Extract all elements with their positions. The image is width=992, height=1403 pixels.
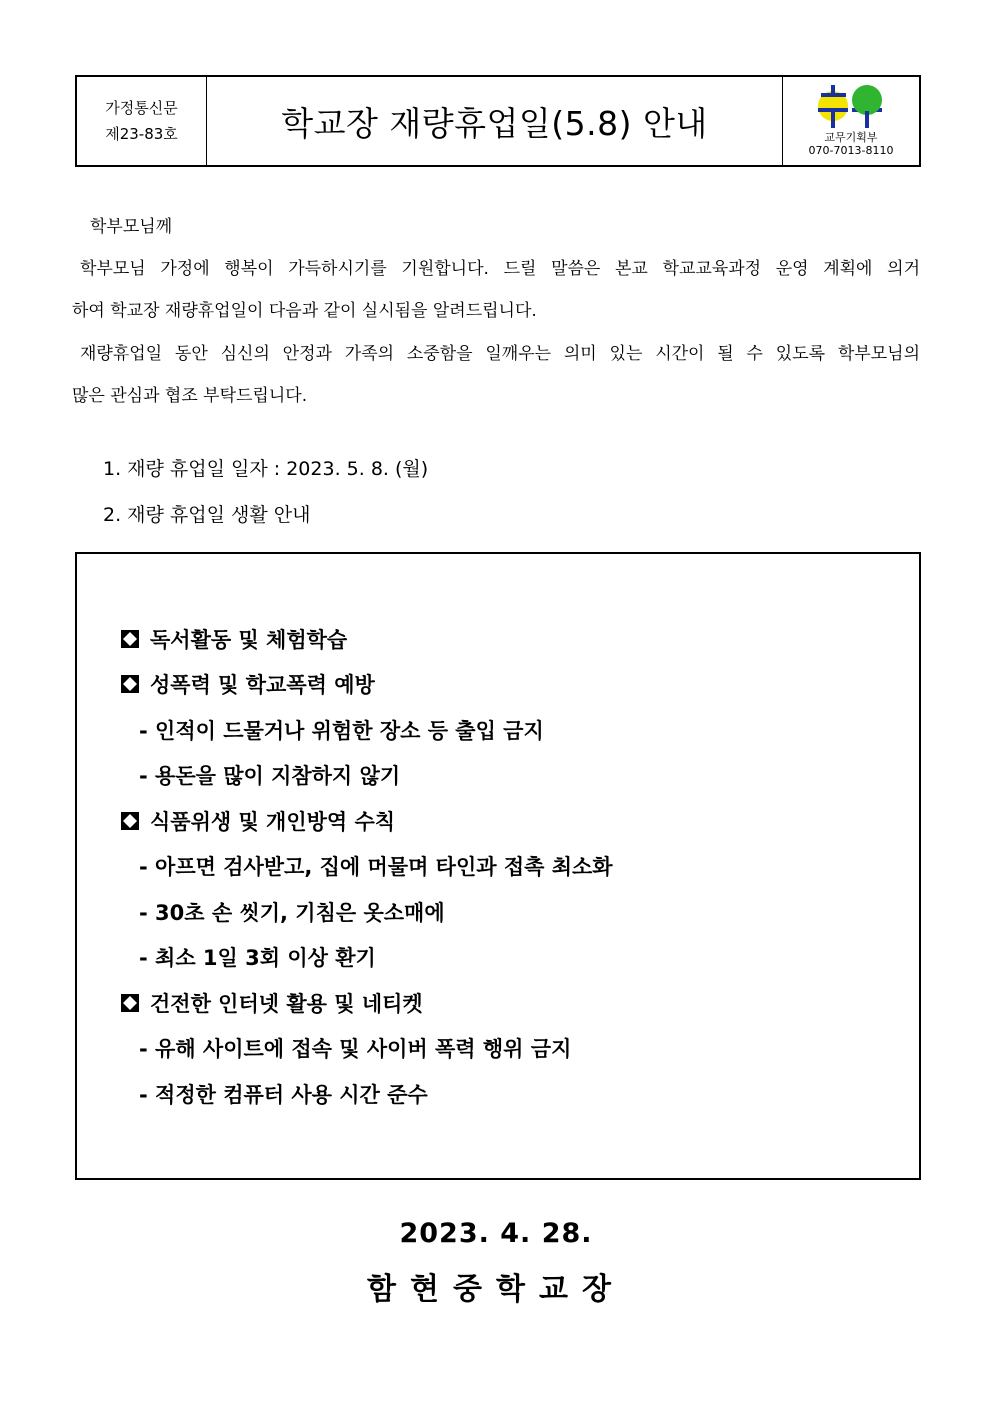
guide-heading: 성폭력 및 학교폭력 예방	[120, 669, 375, 699]
guide-subitem: - 최소 1일 3회 이상 환기	[139, 946, 376, 970]
department-name: 교무기획부	[824, 131, 878, 144]
diamond-bullet-icon	[120, 674, 140, 694]
document-title: 학교장 재량휴업일(5.8) 안내	[281, 103, 708, 143]
school-logo-icon	[816, 82, 886, 130]
guide-subitem: - 인적이 드물거나 위험한 장소 등 출입 금지	[139, 719, 544, 743]
item-holiday-date-label: 1. 재량 휴업일 일자 :	[103, 458, 281, 480]
document-category: 가정통신문	[105, 99, 178, 117]
document-header	[75, 75, 921, 167]
guide-heading: 건전한 인터넷 활용 및 네티켓	[120, 988, 423, 1018]
document-number: 제23-83호	[105, 125, 178, 143]
guide-heading: 식품위생 및 개인방역 수칙	[120, 806, 395, 836]
header-meta	[77, 77, 207, 165]
guide-subitem: - 유해 사이트에 접속 및 사이버 폭력 행위 금지	[139, 1037, 572, 1061]
guide-heading: 독서활동 및 체험학습	[120, 624, 347, 654]
item-holiday-guide-label: 2. 재량 휴업일 생활 안내	[103, 504, 311, 526]
guide-subitem: - 용돈을 많이 지참하지 않기	[139, 764, 401, 788]
item-holiday-date	[103, 454, 428, 481]
item-holiday-date-value: 2023. 5. 8. (월)	[286, 458, 429, 480]
diamond-bullet-icon	[120, 993, 140, 1013]
issue-date: 2023. 4. 28.	[399, 1218, 593, 1249]
guide-subitem: - 30초 손 씻기, 기침은 옷소매에	[139, 901, 445, 925]
diamond-bullet-icon	[120, 811, 140, 831]
header-department	[782, 77, 919, 165]
item-holiday-guide	[103, 500, 310, 527]
diamond-bullet-icon	[120, 629, 140, 649]
guide-subitem: - 적정한 컴퓨터 사용 시간 준수	[139, 1083, 428, 1107]
guide-box	[75, 552, 921, 1180]
paragraph-2-line-2: 많은 관심과 협조 부탁드립니다.	[72, 386, 308, 406]
guide-subitem: - 아프면 검사받고, 집에 머물며 타인과 접촉 최소화	[139, 855, 613, 879]
signer: 함현중학교장	[367, 1272, 625, 1307]
paragraph-2-line-1: 재량휴업일 동안 심신의 안정과 가족의 소중함을 일깨우는 의미 있는 시간이 될 수 있도록 학부모님의	[80, 344, 920, 364]
paragraph-1-line-2: 하여 학교장 재량휴업일이 다음과 같이 실시됨을 알려드립니다.	[72, 301, 537, 321]
greeting: 학부모님께	[90, 217, 173, 237]
department-phone: 070-7013-8110	[808, 144, 894, 157]
paragraph-1-line-1: 학부모님 가정에 행복이 가득하시기를 기원합니다. 드릴 말씀은 본교 학교교육과정 운영 계획에 의거	[80, 259, 920, 279]
